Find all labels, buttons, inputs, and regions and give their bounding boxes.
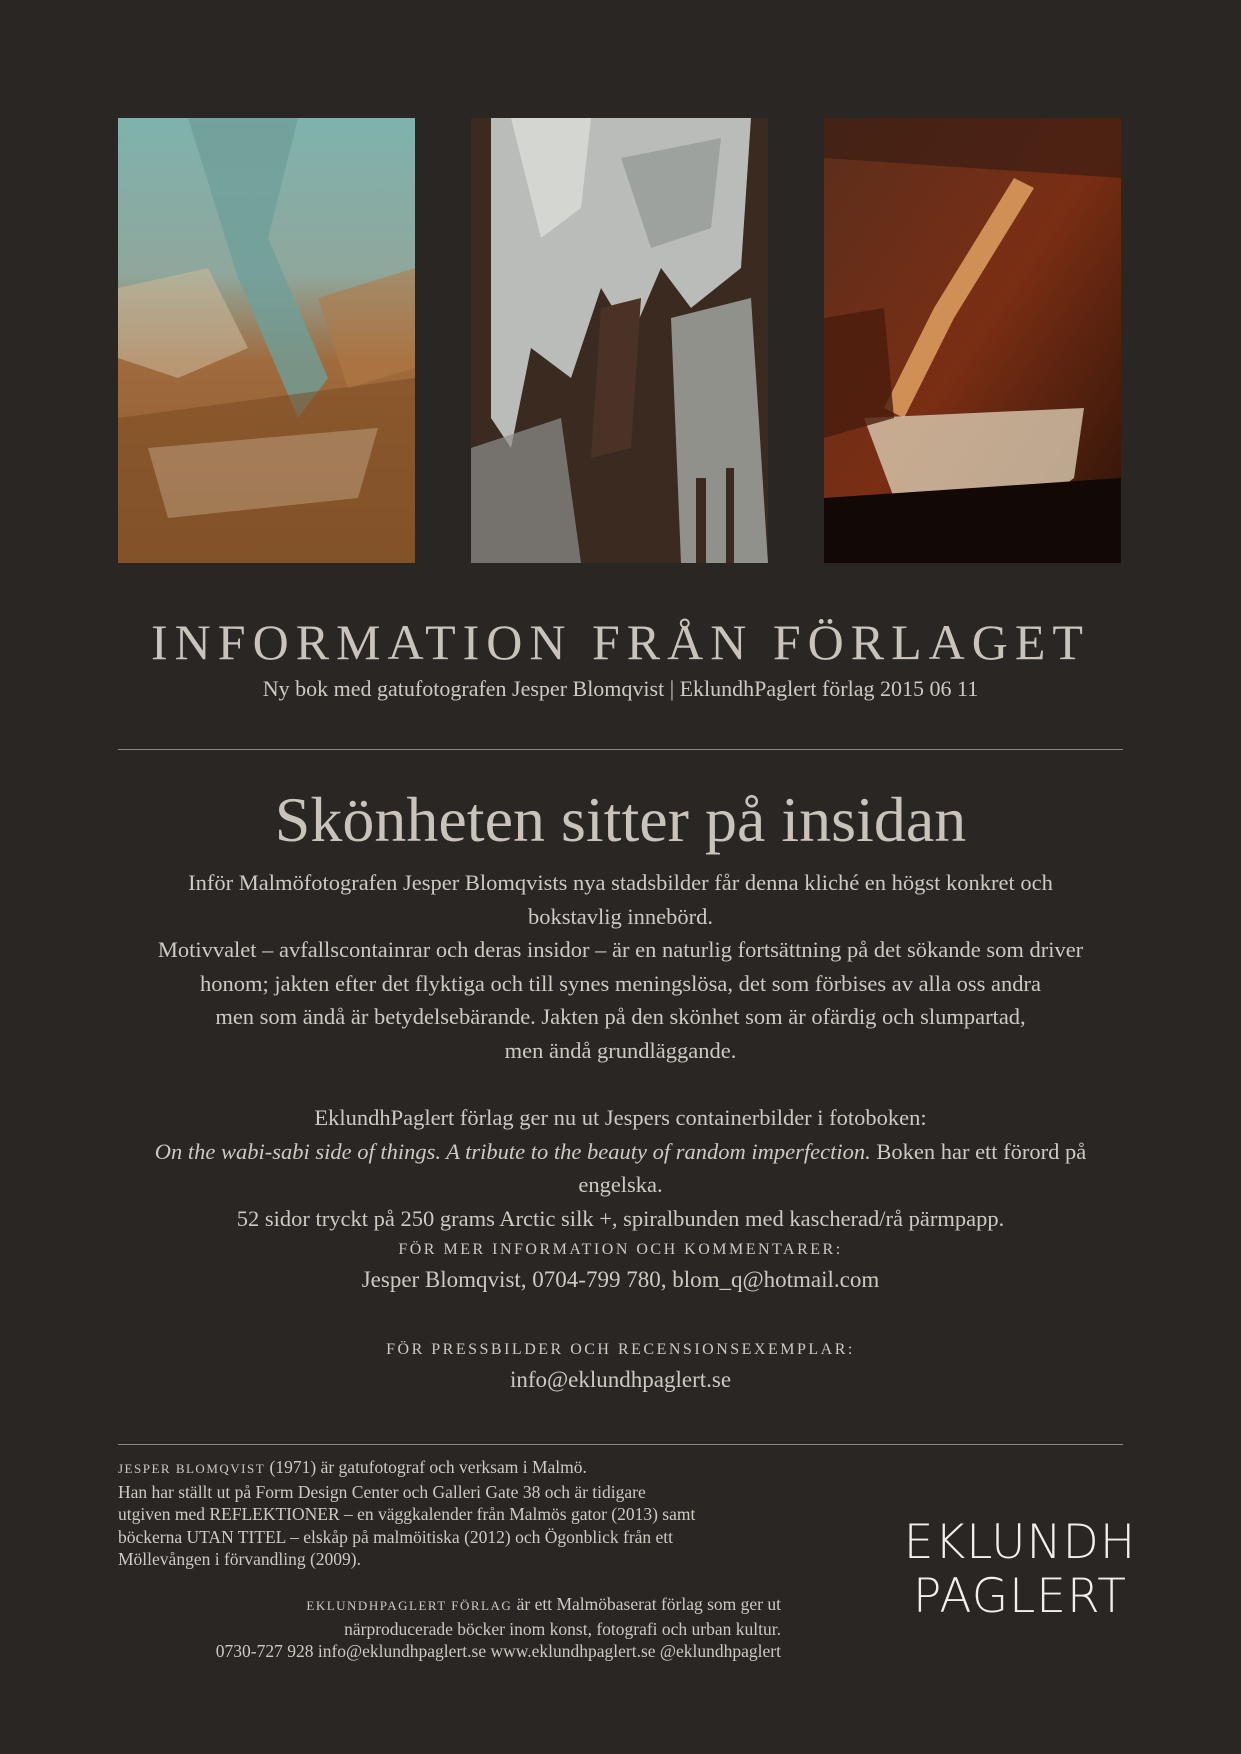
publisher-line-rest: är ett Malmöbaserat förlag som ger ut: [512, 1594, 781, 1614]
photo-rust-teal: [118, 118, 415, 563]
intro-text: [110, 866, 1131, 1067]
publisher-info: [118, 1593, 781, 1663]
publisher-contact[interactable]: 0730-727 928 info@eklundhpaglert.se www.eklundhpaglert.se @eklundhpaglert: [215, 1641, 781, 1661]
photo-rust-dark: [824, 118, 1121, 563]
intro-line: men ändå grundläggande.: [504, 1037, 737, 1063]
book-title: On the wabi-sabi side of things. A tribute to the beauty of random imperfection.: [154, 1138, 871, 1164]
bio-line-rest: (1971) är gatufotograf och verksam i Malmö.: [265, 1457, 587, 1477]
book-title-line: [110, 1135, 1131, 1202]
logo-line: EKLUNDH: [903, 1515, 1137, 1570]
divider: [118, 1444, 1123, 1445]
contact-info[interactable]: Jesper Blomqvist, 0704-799 780, blom_q@hotmail.com: [361, 1267, 880, 1292]
intro-line: bokstavlig innebörd.: [528, 903, 713, 929]
article-title: Skönheten sitter på insidan: [274, 784, 967, 855]
intro-line: Inför Malmöfotografen Jesper Blomqvists nya stadsbilder får denna kliché en högst konkret och: [188, 870, 1053, 895]
publisher-name: EKLUNDHPAGLERT FÖRLAG: [306, 1598, 513, 1613]
subhead: Ny bok med gatufotografen Jesper Blomqvist | EklundhPaglert förlag 2015 06 11: [262, 676, 979, 701]
contact-press-email[interactable]: info@eklundhpaglert.se: [509, 1367, 732, 1392]
intro-line: Motivvalet – avfallscontainrar och deras insidor – är en naturlig fortsättning på det sökande som driver: [157, 937, 1084, 962]
publisher-line: närproducerade böcker inom konst, fotografi och urban kultur.: [344, 1618, 781, 1639]
contact-label-press: FÖR PRESSBILDER OCH RECENSIONSEXEMPLAR:: [386, 1341, 855, 1358]
book-line: 52 sidor tryckt på 250 grams Arctic silk +, spiralbunden med kascherad/rå pärmpapp.: [236, 1205, 1005, 1231]
bio-line: [118, 1456, 798, 1481]
logo-line: PAGLERT: [913, 1569, 1127, 1624]
book-title-rest: Boken har ett förord på engelska.: [578, 1138, 1087, 1197]
author-bio: [118, 1456, 798, 1571]
publisher-line: [118, 1593, 781, 1618]
photo-silver-drips: [471, 118, 768, 563]
headline: INFORMATION FRÅN FÖRLAGET: [151, 614, 1090, 670]
publisher-logo: [880, 1516, 1160, 1624]
contact-label-info: FÖR MER INFORMATION OCH KOMMENTARER:: [398, 1241, 843, 1258]
photo-row: [118, 118, 1121, 563]
intro-line: honom; jakten efter det flyktiga och till synes meningslösa, det som förbises av alla oss andra: [199, 970, 1042, 996]
intro-line: men som ändå är betydelsebärande. Jakten på den skönhet som är ofärdig och slumpartad,: [215, 1004, 1026, 1029]
divider: [118, 749, 1123, 750]
bio-name: JESPER BLOMQVIST: [118, 1461, 266, 1476]
bio-line: utgiven med REFLEKTIONER – en väggkalender från Malmös gator (2013) samt: [118, 1504, 696, 1524]
bio-line: böckerna UTAN TITEL – elskåp på malmöitiska (2012) och Ögonblick från ett: [118, 1526, 674, 1547]
book-info: [110, 1101, 1131, 1235]
bio-line: Han har ställt ut på Form Design Center och Galleri Gate 38 och är tidigare: [118, 1481, 646, 1502]
book-line: EklundhPaglert förlag ger nu ut Jespers containerbilder i fotoboken:: [314, 1105, 927, 1130]
bio-line: Möllevången i förvandling (2009).: [118, 1549, 362, 1569]
